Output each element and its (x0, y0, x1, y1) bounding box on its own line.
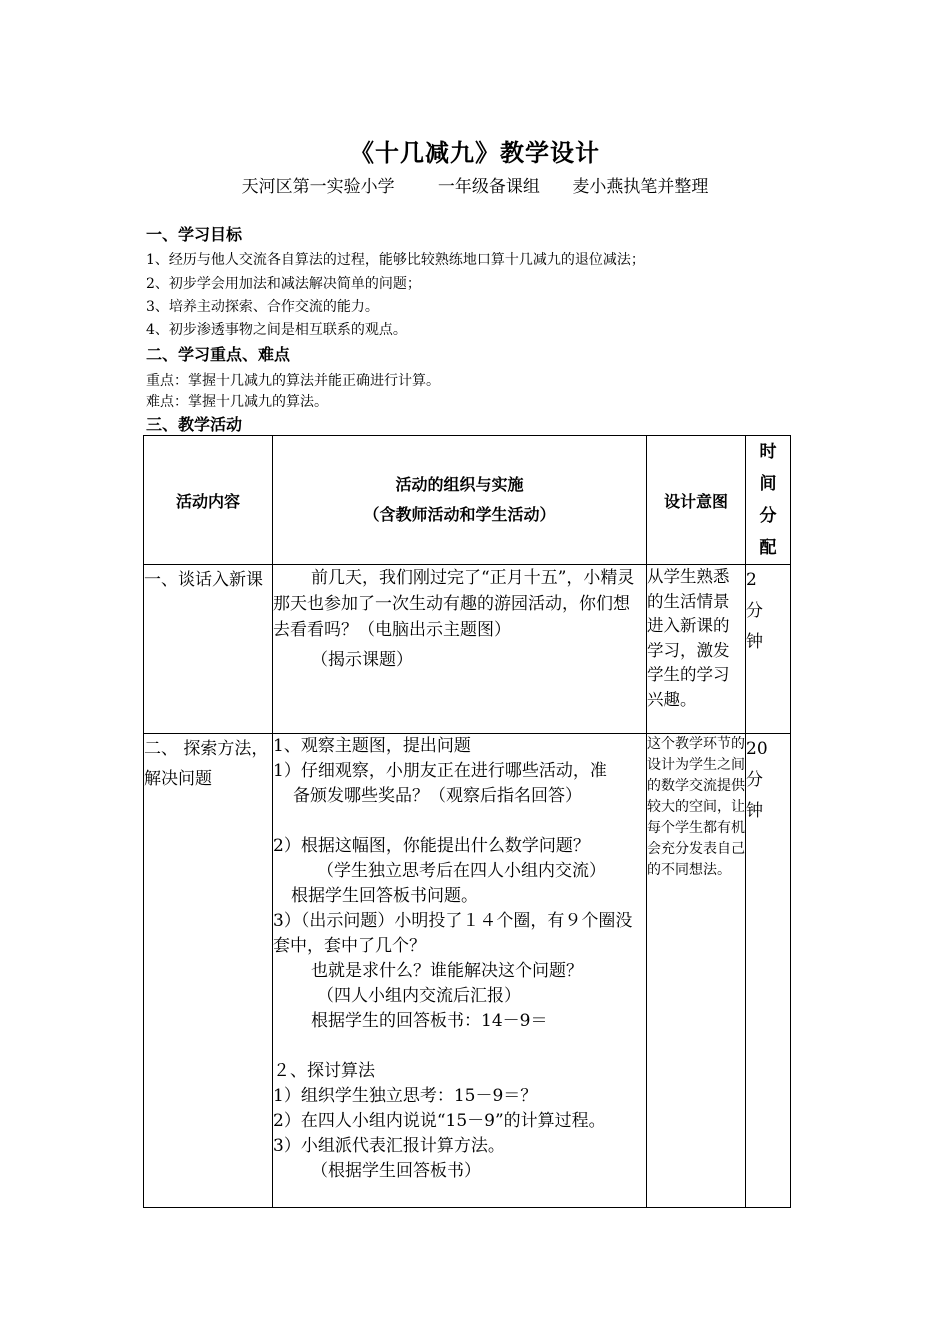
row2-organize-line: （四人小组内交流后汇报） (317, 986, 521, 1006)
row2-organize-line: 2）在四人小组内说说“15－9”的计算过程。 (273, 1111, 606, 1131)
section-heading-goals: 一、学习目标 (146, 225, 243, 244)
section-heading-activities: 三、教学活动 (146, 415, 243, 434)
row2-organize-line: 3）（出示问题）小明投了１４个圈，有９个圈没套中，套中了几个？ (273, 911, 633, 956)
row2-time-char: 20 (746, 739, 768, 759)
row2-organize-blank (273, 809, 646, 834)
goal-item: 1、经历与他人交流各自算法的过程，能够比较熟练地口算十几减九的退位减法； (146, 252, 645, 268)
section-heading-focus: 二、学习重点、难点 (146, 345, 291, 364)
row2-time (746, 734, 791, 1208)
focus-difficulty: 难点：掌握十几减九的算法。 (146, 394, 328, 410)
row2-organize-line: 3）小组派代表汇报计算方法。 (273, 1136, 505, 1156)
row2-content: 二、 探索方法，解决问题 (144, 734, 273, 1208)
document-subtitle: 天河区第一实验小学 一年级备课组 麦小燕执笔并整理 (241, 177, 709, 197)
row2-organize-line: （学生独立思考后在四人小组内交流） (317, 861, 606, 881)
row1-organize-para: 前几天，我们刚过完了“正月十五”，小精灵那天也参加了一次生动有趣的游园活动，你们想去看看吗？（电脑出示主题图） (273, 568, 635, 640)
row2-organize-line: 根据学生回答板书问题。 (291, 886, 478, 906)
row2-organize-line: 备颁发哪些奖品？（观察后指名回答） (293, 786, 582, 806)
row2-intent: 这个教学环节的设计为学生之间的数学交流提供较大的空间，让每个学生都有机会充分发表自己的不同想法。 (647, 734, 746, 1208)
row1-time (746, 565, 791, 734)
row1-organize-para: （揭示课题） (311, 650, 413, 670)
table-header-row (144, 436, 791, 565)
row2-organize-line: 根据学生的回答板书：14－9＝ (311, 1011, 548, 1031)
row2-organize (273, 734, 647, 1208)
header-organize-line1: 活动的组织与实施 (395, 475, 524, 494)
header-time-char: 配 (759, 538, 777, 558)
row2-organize-line: 1、观察主题图，提出问题 (273, 736, 471, 756)
goal-item: 3、培养主动探索、合作交流的能力。 (146, 299, 379, 315)
header-organize-line2: （含教师活动和学生活动） (363, 505, 556, 524)
row1-organize (273, 565, 647, 734)
row2-organize-line: （根据学生回答板书） (311, 1161, 481, 1181)
row1-intent: 从学生熟悉的生活情景进入新课的学习，激发学生的学习兴趣。 (647, 565, 746, 734)
row2-organize-line: 1）仔细观察，小朋友正在进行哪些活动，准 (273, 761, 607, 781)
goal-item: 2、初步学会用加法和减法解决简单的问题； (146, 276, 421, 292)
document-title: 《十几减九》教学设计 (350, 138, 600, 167)
row1-time-char: 2 (746, 570, 757, 590)
header-intent: 设计意图 (647, 436, 746, 565)
row2-organize-line: 也就是求什么？谁能解决这个问题？ (311, 961, 583, 981)
row2-organize-line: ２、探讨算法 (273, 1061, 375, 1081)
row2-organize-line: 2）根据这幅图，你能提出什么数学问题？ (273, 836, 590, 856)
goal-item: 4、初步渗透事物之间是相互联系的观点。 (146, 322, 407, 338)
row2-organize-blank (273, 1034, 646, 1059)
header-time-char: 时 (759, 442, 777, 462)
table-row (144, 565, 791, 734)
row2-time-char: 钟 (746, 801, 763, 821)
row1-time-char: 分 (746, 601, 763, 621)
focus-key: 重点：掌握十几减九的算法并能正确进行计算。 (146, 373, 440, 389)
header-time-char: 间 (759, 474, 777, 494)
activity-table (143, 435, 791, 1208)
row2-organize-line: 1）组织学生独立思考：15－9＝？ (273, 1086, 538, 1106)
row2-time-char: 分 (746, 770, 763, 790)
table-row (144, 734, 791, 1208)
header-time-char: 分 (759, 506, 777, 526)
row1-time-char: 钟 (746, 632, 763, 652)
header-organize (273, 436, 647, 565)
header-time (746, 436, 791, 565)
header-content: 活动内容 (144, 436, 273, 565)
row1-content: 一、谈话入新课 (144, 565, 273, 734)
